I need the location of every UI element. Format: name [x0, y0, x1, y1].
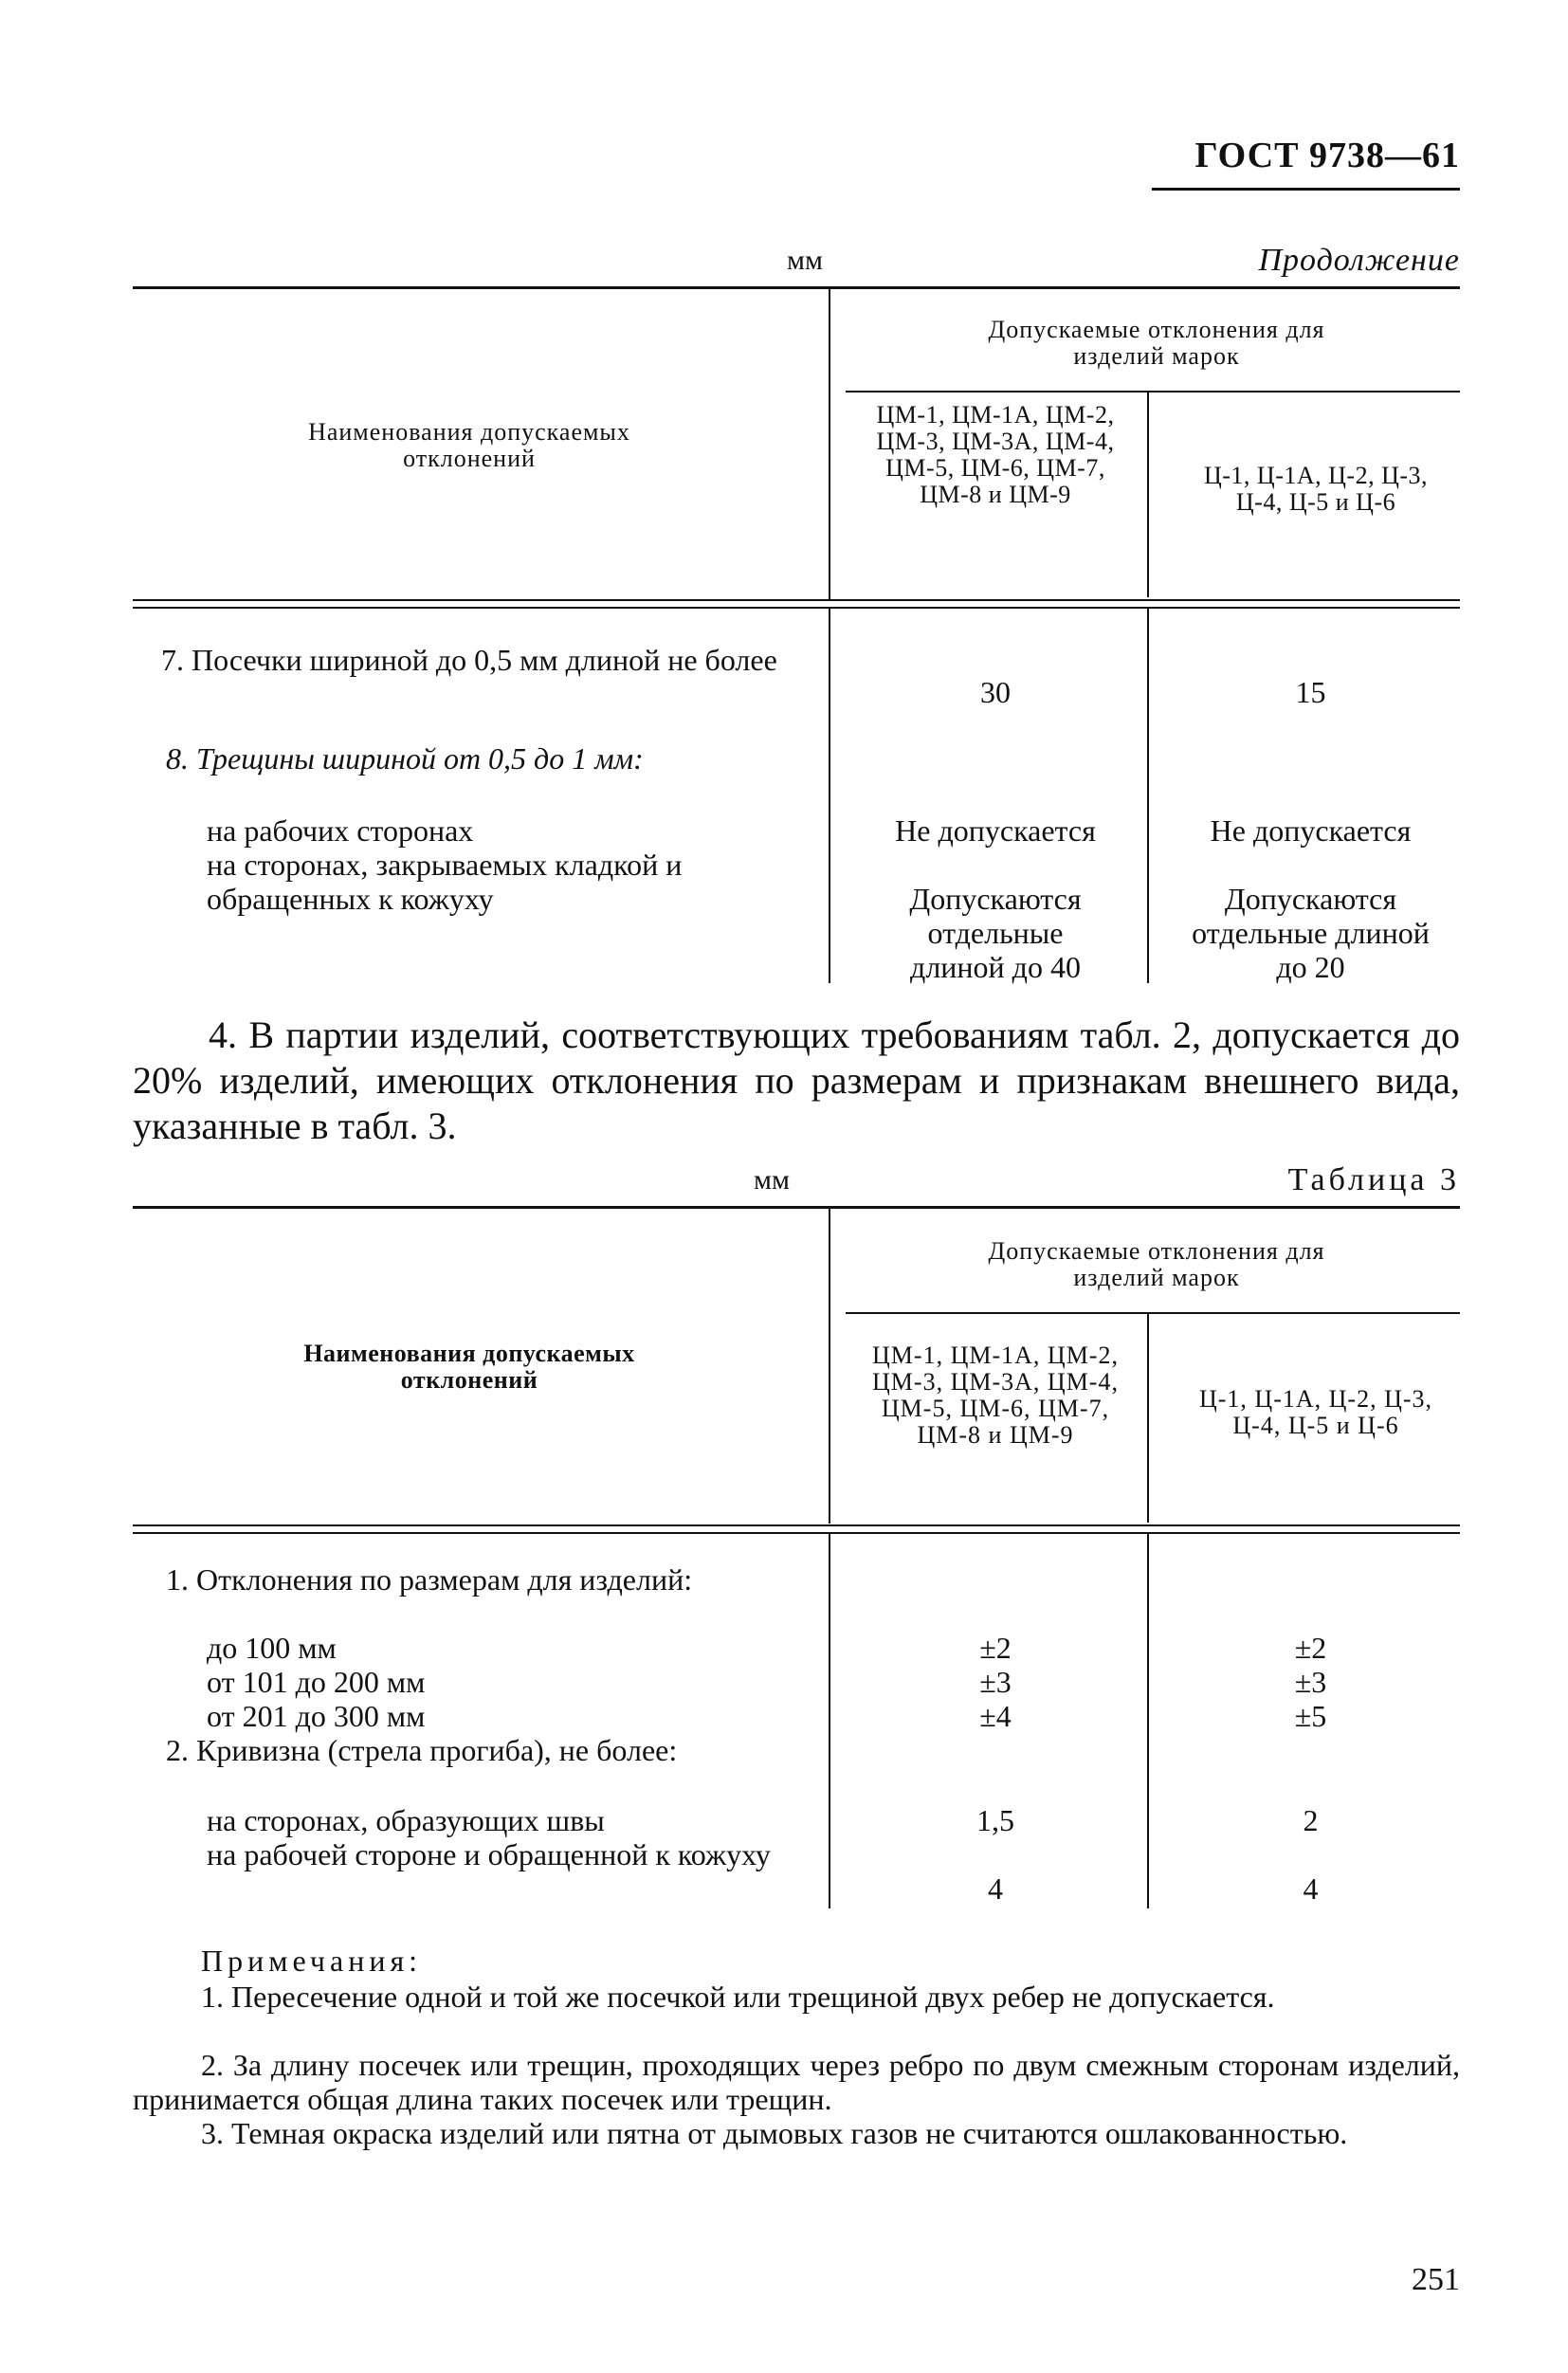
continuation-unit: мм: [787, 245, 823, 276]
col-divider: [1147, 1534, 1149, 1908]
col-divider: [829, 286, 830, 599]
table-row-name: от 201 до 300 мм: [207, 1699, 426, 1733]
table-row-name: от 101 до 200 мм: [207, 1665, 426, 1699]
table-row-name: 2. Кривизна (стрела прогиба), не более:: [166, 1733, 678, 1767]
table-cell-a: 1,5: [976, 1803, 1014, 1837]
col-divider: [1147, 1312, 1149, 1523]
col-name-header: Наименования допускаемых отклонений: [308, 418, 630, 472]
brands-a-header: ЦМ-1, ЦМ-1А, ЦМ-2, ЦМ-3, ЦМ-3А, ЦМ-4, ЦМ-5, ЦМ-6, ЦМ-7, ЦМ-8 и ЦМ-9: [872, 1342, 1119, 1449]
table-row-name: на рабочей стороне и обращенной к кожуху: [207, 1837, 771, 1871]
brands-a-header: ЦМ-1, ЦМ-1А, ЦМ-2, ЦМ-3, ЦМ-3А, ЦМ-4, ЦМ-5, ЦМ-6, ЦМ-7, ЦМ-8 и ЦМ-9: [876, 401, 1115, 508]
note-item: 3. Темная окраска изделий или пятна от дымовых газов не считаются ошлакованностью.: [201, 2116, 1348, 2150]
notes-title: Примечания:: [201, 1944, 423, 1978]
table-row-name: до 100 мм: [207, 1631, 337, 1665]
note-item: 2. За длину посечек или трещин, проходящих через ребро по двум смежным сторонам изделий, принимается общая длина таких посечек или трещин.: [133, 2048, 1460, 2116]
table-top-rule: [133, 286, 1460, 289]
header-double-rule: [133, 599, 1460, 601]
col-name-header: Наименования допускаемых отклонений: [303, 1340, 635, 1394]
table-row-name: 1. Отклонения по размерам для изделий:: [166, 1562, 693, 1597]
table-cell-a: ±3: [979, 1665, 1012, 1699]
document-standard-title: ГОСТ 9738—61: [1194, 136, 1460, 175]
table-cell-b: ±2: [1294, 1631, 1327, 1665]
table-cell-a: 4: [988, 1871, 1003, 1906]
col-divider: [1147, 609, 1149, 983]
page-number: 251: [1412, 2262, 1460, 2297]
note-item: 1. Пересечение одной и той же посечкой или трещиной двух ребер не допускается.: [201, 1980, 1275, 2014]
table-cell-b: ±3: [1294, 1665, 1327, 1699]
group-rule: [846, 391, 1460, 392]
table-top-rule: [133, 1206, 1460, 1209]
group-header: Допускаемые отклонения для изделий марок: [988, 316, 1325, 370]
header-double-rule: [133, 607, 1460, 609]
table-cell-a: 30: [980, 675, 1011, 709]
table-cell-b: Допускаются отдельные длиной до 20: [1192, 882, 1430, 984]
table3-label: Таблица 3: [1287, 1162, 1460, 1197]
continuation-label: Продолжение: [1258, 243, 1460, 278]
col-divider: [829, 609, 830, 983]
group-header: Допускаемые отклонения для изделий марок: [988, 1237, 1325, 1291]
table-cell-b: Не допускается: [1210, 813, 1412, 848]
table-row-name: на сторонах, образующих швы: [207, 1803, 605, 1837]
col-divider: [829, 1206, 830, 1524]
header-underline: [1152, 188, 1460, 191]
table-cell-a: Допускаются отдельные длиной до 40: [909, 882, 1082, 984]
table-cell-b: 2: [1303, 1803, 1319, 1837]
header-double-rule: [133, 1532, 1460, 1534]
brands-b-header: Ц-1, Ц-1А, Ц-2, Ц-3, Ц-4, Ц-5 и Ц-6: [1203, 462, 1428, 516]
table3-unit: мм: [754, 1164, 790, 1196]
paragraph-4: 4. В партии изделий, соответствующих требованиям табл. 2, допускается до 20% изделий, имеющих отклонения по размерам и признакам внешнего вида, указанные в табл. 3.: [133, 1013, 1460, 1147]
table-row-name: на рабочих сторонах: [207, 813, 474, 848]
group-rule: [846, 1312, 1460, 1314]
table-row-name: 7. Посечки шириной до 0,5 мм длиной не более: [161, 643, 777, 677]
table-cell-a: Не допускается: [895, 813, 1096, 848]
table-row-name: на сторонах, закрываемых кладкой и обращенных к кожуху: [207, 848, 683, 916]
table-cell-b: ±5: [1294, 1699, 1327, 1733]
brands-b-header: Ц-1, Ц-1А, Ц-2, Ц-3, Ц-4, Ц-5 и Ц-6: [1198, 1385, 1432, 1439]
table-cell-b: 4: [1303, 1871, 1319, 1906]
header-double-rule: [133, 1524, 1460, 1526]
table-row-name: 8. Трещины шириной от 0,5 до 1 мм:: [166, 741, 644, 776]
table-cell-b: 15: [1295, 675, 1326, 709]
table-cell-a: ±2: [979, 1631, 1012, 1665]
col-divider: [829, 1534, 830, 1908]
col-divider: [1147, 391, 1149, 597]
table-cell-a: ±4: [979, 1699, 1012, 1733]
